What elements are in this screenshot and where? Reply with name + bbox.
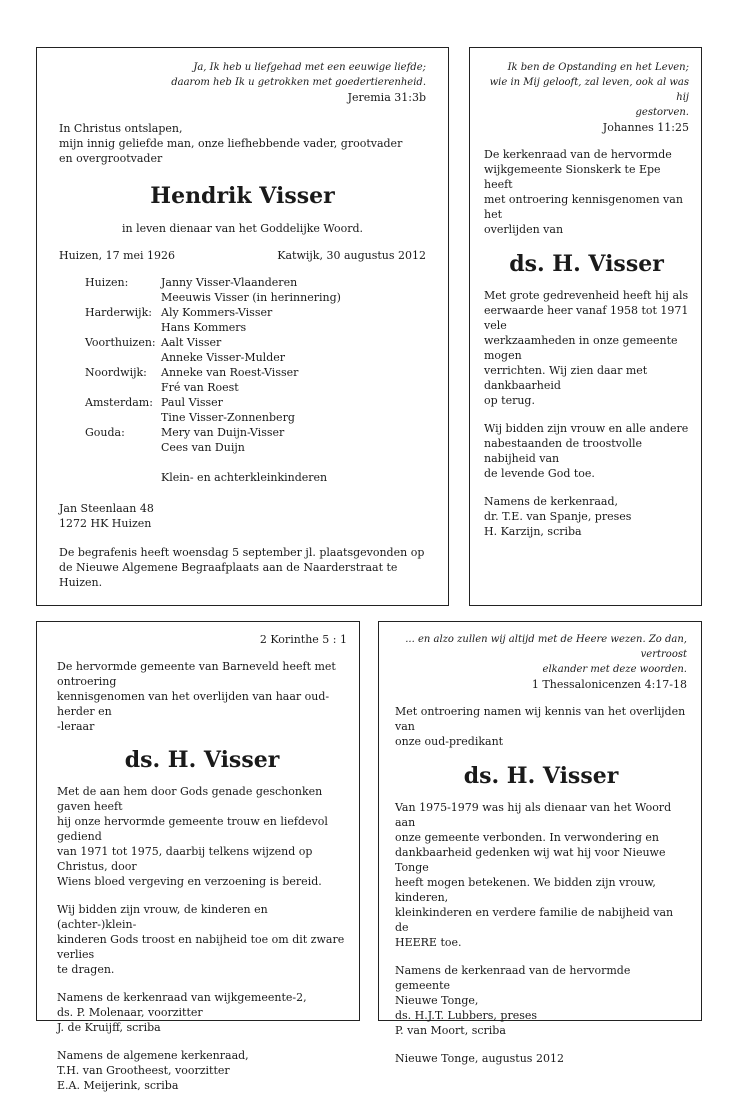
family-row: Anneke Visser-Mulder xyxy=(161,351,286,364)
deceased-name: ds. H. Visser xyxy=(124,747,280,773)
body-paragraph-1: Met grote gedrevenheid heeft hij als eerwaarde heer vanaf 1958 tot 1971 vele werkzaamheden in onze gemeente mogen verrichten. Wij zien daar met dankbaarheid op terug. xyxy=(484,289,689,407)
verse-reference: Johannes 11:25 xyxy=(602,121,689,134)
dates-row xyxy=(59,248,426,263)
body-paragraph-2: Wij bidden zijn vrouw en alle andere nabestaanden de troostvolle nabijheid van de levende God toe. xyxy=(484,422,689,480)
bible-verse: ... en alzo zullen wij altijd met de Heere wezen. Zo dan, vertroost elkander met deze woorden. xyxy=(405,634,687,675)
family-row: Amsterdam: Paul Visser xyxy=(85,396,223,409)
death-date: Katwijk, 30 augustus 2012 xyxy=(277,249,426,262)
birth-date: Huizen, 17 mei 1926 xyxy=(59,249,176,262)
deceased-name: ds. H. Visser xyxy=(509,251,664,277)
intro-text: De hervormde gemeente van Barneveld heeft met ontroering kennisgenomen van het overlijden van haar oud-herder en -leraar xyxy=(57,660,336,733)
signature-block-algemene: Namens de algemene kerkenraad, T.H. van Grootheest, voorzitter E.A. Meijerink, scriba xyxy=(57,1049,249,1092)
subtitle: in leven dienaar van het Goddelijke Woord. xyxy=(121,222,364,235)
bible-verse: Ik ben de Opstanding en het Leven; wie in Mij gelooft, zal leven, ook al was hij gestorven. xyxy=(489,62,689,118)
family-row: Fré van Roest xyxy=(161,381,239,394)
family-row: Cees van Duijn xyxy=(161,441,245,454)
intro-text: In Christus ontslapen, mijn innig geliefde man, onze liefhebbende vader, grootvader en overgrootvader xyxy=(59,122,403,165)
notice-nieuwe-tonge xyxy=(378,621,702,1065)
signature-block-wijkgemeente: Namens de kerkenraad van wijkgemeente-2, ds. P. Molenaar, voorzitter J. de Kruijff, scriba xyxy=(57,991,307,1034)
family-row: Hans Kommers xyxy=(161,321,247,334)
family-row: Meeuwis Visser (in herinnering) xyxy=(161,291,341,304)
family-row: Huizen: Janny Visser-Vlaanderen xyxy=(85,276,298,289)
family-row: Voorthuizen: Aalt Visser xyxy=(85,336,222,349)
family-row: Tine Visser-Zonnenberg xyxy=(161,411,295,424)
deceased-name: Hendrik Visser xyxy=(150,183,335,209)
notice-sionskerk-epe xyxy=(469,47,702,606)
verse-reference: Jeremia 31:3b xyxy=(347,91,426,104)
grandchildren-row: Klein- en achterkleinkinderen xyxy=(161,471,328,484)
body-paragraph-1: Met de aan hem door Gods genade geschonken gaven heeft hij onze hervormde gemeente trouw en liefdevol gediend van 1971 tot 1975, daarbij telkens wijzend op Christus, door Wiens bloed vergeving en verzoening is bereid. xyxy=(57,785,328,888)
body-paragraph-2: Wij bidden zijn vrouw, de kinderen en (achter-)klein- kinderen Gods troost en nabijheid toe om dit zware verlies te dragen. xyxy=(57,903,345,976)
signature-block: Namens de kerkenraad, dr. T.E. van Spanje, preses H. Karzijn, scriba xyxy=(484,495,632,538)
verse-reference: 1 Thessalonicenzen 4:17-18 xyxy=(531,678,687,691)
bible-verse: Ja, Ik heb u liefgehad met een eeuwige liefde; daarom heb Ik u getrokken met goedertierenheid. xyxy=(171,62,426,88)
verse-reference: 2 Korinthe 5 : 1 xyxy=(259,633,347,646)
family-list xyxy=(85,275,341,485)
family-row: Harderwijk: Aly Kommers-Visser xyxy=(85,306,273,319)
family-row: Noordwijk: Anneke van Roest-Visser xyxy=(85,366,299,379)
body-paragraph-1: Van 1975-1979 was hij als dienaar van het Woord aan onze gemeente verbonden. In verwondering en dankbaarheid gedenken wij wat hij voor Nieuwe Tonge heeft mogen betekenen. We bidden zijn vrouw, kinderen, kleinkinderen en verdere familie de nabijheid van de HEERE toe. xyxy=(395,801,674,949)
funeral-text: De begrafenis heeft woensdag 5 september jl. plaatsgevonden op de Nieuwe Algemene Begraafplaats aan de Naarderstraat te Huizen. xyxy=(59,546,425,589)
notice-hendrik-visser-family xyxy=(36,47,449,606)
family-row: Gouda: Mery van Duijn-Visser xyxy=(85,426,285,439)
deceased-name: ds. H. Visser xyxy=(463,763,619,789)
address: Jan Steenlaan 48 1272 HK Huizen xyxy=(59,502,154,530)
place-date: Nieuwe Tonge, augustus 2012 xyxy=(395,1052,564,1065)
notice-barneveld xyxy=(36,621,360,1092)
intro-text: Met ontroering namen wij kennis van het overlijden van onze oud-predikant xyxy=(395,705,686,748)
signature-block: Namens de kerkenraad van de hervormde gemeente Nieuwe Tonge, ds. H.J.T. Lubbers, preses P. van Moort, scriba xyxy=(395,964,631,1037)
intro-text: De kerkenraad van de hervormde wijkgemeente Sionskerk te Epe heeft met ontroering kennisgenomen van het overlijden van xyxy=(484,148,683,236)
